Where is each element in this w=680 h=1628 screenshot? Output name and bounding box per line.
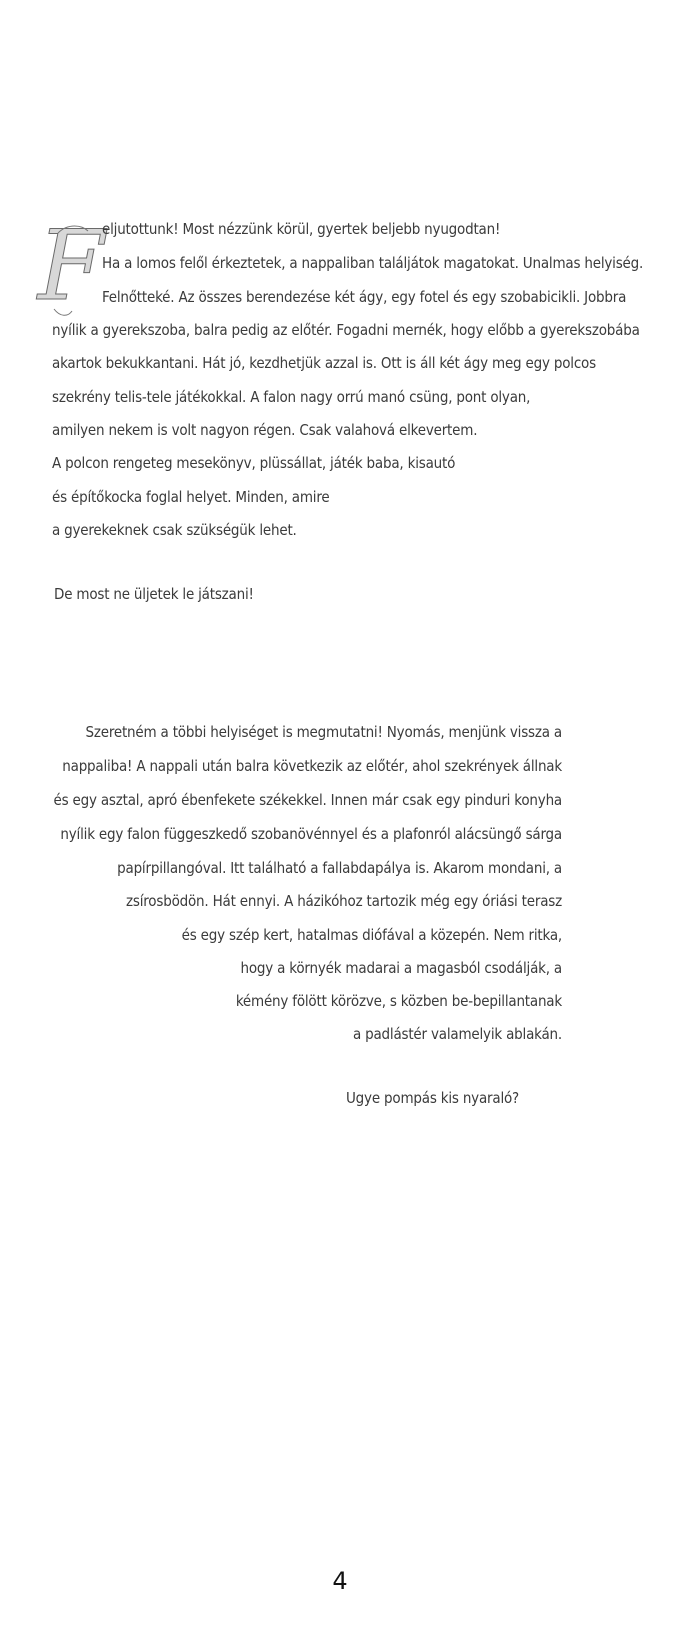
text-line: hogy a környék madarai a magasból csodálják, a xyxy=(240,959,562,977)
text-line: Ha a lomos felől érkeztetek, a nappaliban találjátok magatokat. Unalmas helyiség. xyxy=(102,254,644,272)
text-line: papírpillangóval. Itt található a fallabdapálya is. Akarom mondani, a xyxy=(117,859,562,877)
closing-line: Ugye pompás kis nyaraló? xyxy=(346,1089,520,1107)
text-line: nappaliba! A nappali után balra következik az előtér, ahol szekrények állnak xyxy=(62,757,562,775)
text-line: a padlástér valamelyik ablakán. xyxy=(352,1025,562,1043)
text-line: amilyen nekem is volt nagyon régen. Csak valahová elkevertem. xyxy=(52,421,478,439)
text-line: kémény fölött körözve, s közben be-bepillantanak xyxy=(235,992,562,1010)
text-line: nyílik egy falon függeszkedő szobanövénnyel és a plafonról alácsüngő sárga xyxy=(60,825,562,843)
page-number: 4 xyxy=(332,1567,348,1595)
text-line: akartok bekukkantani. Hát jó, kezdhetjük azzal is. Ott is áll két ágy meg egy polcos xyxy=(52,354,596,372)
interlude-line: De most ne üljetek le játszani! xyxy=(54,585,254,603)
svg-text:F: F xyxy=(37,210,105,322)
text-line: Felnőtteké. Az összes berendezése két ágy, egy fotel és egy szobabicikli. Jobbra xyxy=(102,288,627,306)
text-line: és építőkocka foglal helyet. Minden, amire xyxy=(52,488,330,506)
text-line: nyílik a gyerekszoba, balra pedig az előtér. Fogadni mernék, hogy előbb a gyerekszobába xyxy=(52,321,640,339)
text-line: zsírosbödön. Hát ennyi. A házikóhoz tartozik még egy óriási terasz xyxy=(126,892,562,910)
text-line: és egy szép kert, hatalmas diófával a közepén. Nem ritka, xyxy=(181,926,562,944)
text-line: a gyerekeknek csak szükségük lehet. xyxy=(52,521,297,539)
text-line: Szeretném a többi helyiséget is megmutatni! Nyomás, menjünk vissza a xyxy=(85,723,562,741)
ornamental-dropcap xyxy=(37,210,105,323)
text-line: eljutottunk! Most nézzünk körül, gyertek beljebb nyugodtan! xyxy=(102,220,501,238)
text-line: szekrény telis-tele játékokkal. A falon nagy orrú manó csüng, pont olyan, xyxy=(52,388,531,406)
text-line: A polcon rengeteg mesekönyv, plüssállat, játék baba, kisautó xyxy=(52,454,456,472)
text-line: és egy asztal, apró ébenfekete székekkel. Innen már csak egy pinduri konyha xyxy=(53,791,562,809)
